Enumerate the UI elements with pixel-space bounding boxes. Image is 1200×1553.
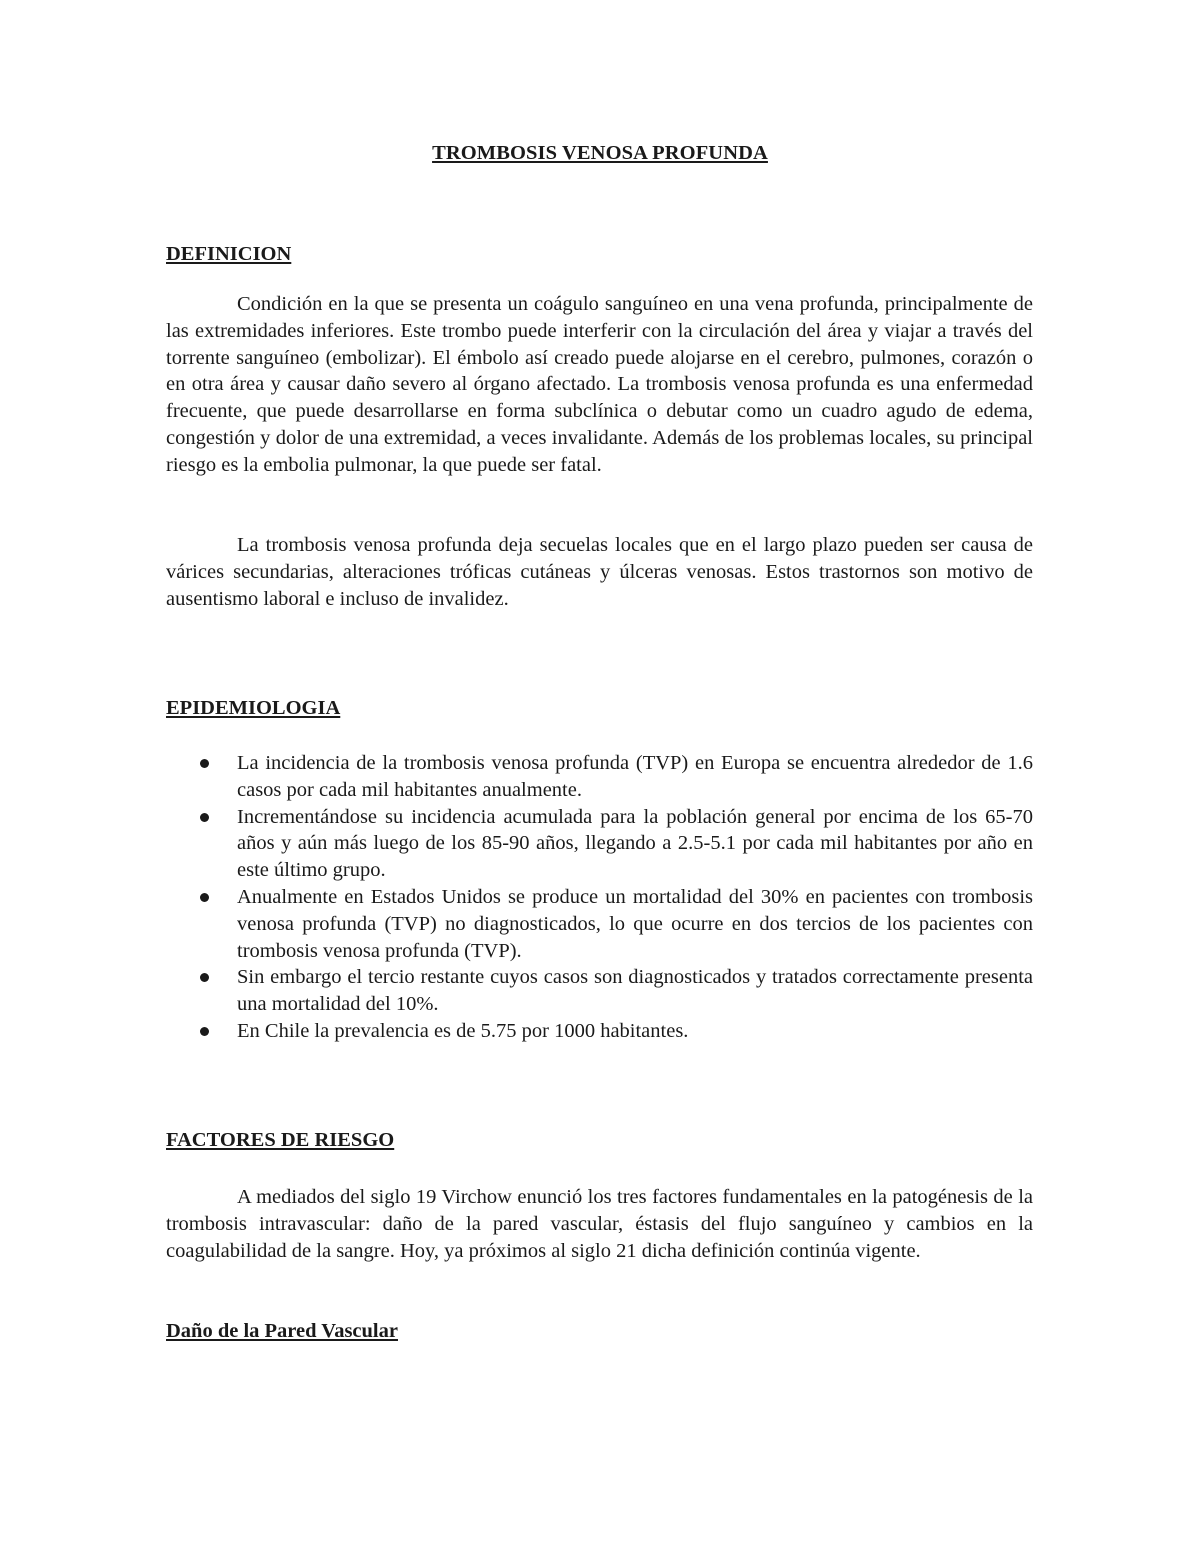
list-item-text: En Chile la prevalencia es de 5.75 por 1000 habitantes.	[237, 1019, 689, 1042]
list-item-text: La incidencia de la trombosis venosa profunda (TVP) en Europa se encuentra alrededor de 1.6 casos por cada mil habitantes anualmente.	[237, 752, 1033, 801]
list-item	[166, 884, 1033, 964]
bullet-icon	[200, 893, 209, 902]
definicion-paragraph-2: La trombosis venosa profunda deja secuelas locales que en el largo plazo pueden ser causa de várices secundarias, alteraciones tróficas cutáneas y úlceras venosas. Estos trastornos son motivo de ausentismo laboral e incluso de invalidez.	[166, 534, 1033, 610]
list-item	[166, 964, 1033, 1018]
bullet-icon	[200, 1027, 209, 1036]
list-item-text: Anualmente en Estados Unidos se produce un mortalidad del 30% en pacientes con trombosis venosa profunda (TVP) no diagnosticados, lo que ocurre en dos tercios de los pacientes con trombosis venosa profunda (TVP).	[237, 885, 1033, 962]
section-heading-definicion: DEFINICION	[166, 243, 292, 265]
list-item	[166, 1018, 1033, 1045]
definicion-paragraph-1: Condición en la que se presenta un coágulo sanguíneo en una vena profunda, principalmente de las extremidades inferiores. Este trombo puede interferir con la circulación del área y viajar a través del torrente sanguíneo (embolizar). El émbolo así creado puede alojarse en el cerebro, pulmones, corazón o en otra área y causar daño severo al órgano afectado. La trombosis venosa profunda es una enfermedad frecuente, que puede desarrollarse en forma subclínica o debutar como un cuadro agudo de edema, congestión y dolor de una extremidad, a veces invalidante. Además de los problemas locales, su principal riesgo es la embolia pulmonar, la que puede ser fatal.	[166, 293, 1033, 476]
document-title: TROMBOSIS VENOSA PROFUNDA	[432, 142, 768, 164]
bullet-icon	[200, 973, 209, 982]
list-item	[166, 804, 1033, 884]
list-item	[166, 750, 1033, 804]
bullet-icon	[200, 813, 209, 822]
section-heading-epidemiologia: EPIDEMIOLOGIA	[166, 697, 341, 719]
factores-paragraph: A mediados del siglo 19 Virchow enunció los tres factores fundamentales en la patogénesis de la trombosis intravascular: daño de la pared vascular, éstasis del flujo sanguíneo y cambios en la coagulabilidad de la sangre. Hoy, ya próximos al siglo 21 dicha definición continúa vigente.	[166, 1186, 1033, 1262]
section-heading-factores: FACTORES DE RIESGO	[166, 1129, 395, 1151]
epidemiologia-list	[166, 750, 1033, 1045]
bullet-icon	[200, 759, 209, 768]
list-item-text: Sin embargo el tercio restante cuyos casos son diagnosticados y tratados correctamente presenta una mortalidad del 10%.	[237, 966, 1033, 1016]
subheading-dano-pared-vascular: Daño de la Pared Vascular	[166, 1320, 398, 1342]
list-item-text: Incrementándose su incidencia acumulada para la población general por encima de los 65-70 años y aún más luego de los 85-90 años, llegando a 2.5-5.1 por cada mil habitantes por año en este último grupo.	[237, 805, 1033, 882]
